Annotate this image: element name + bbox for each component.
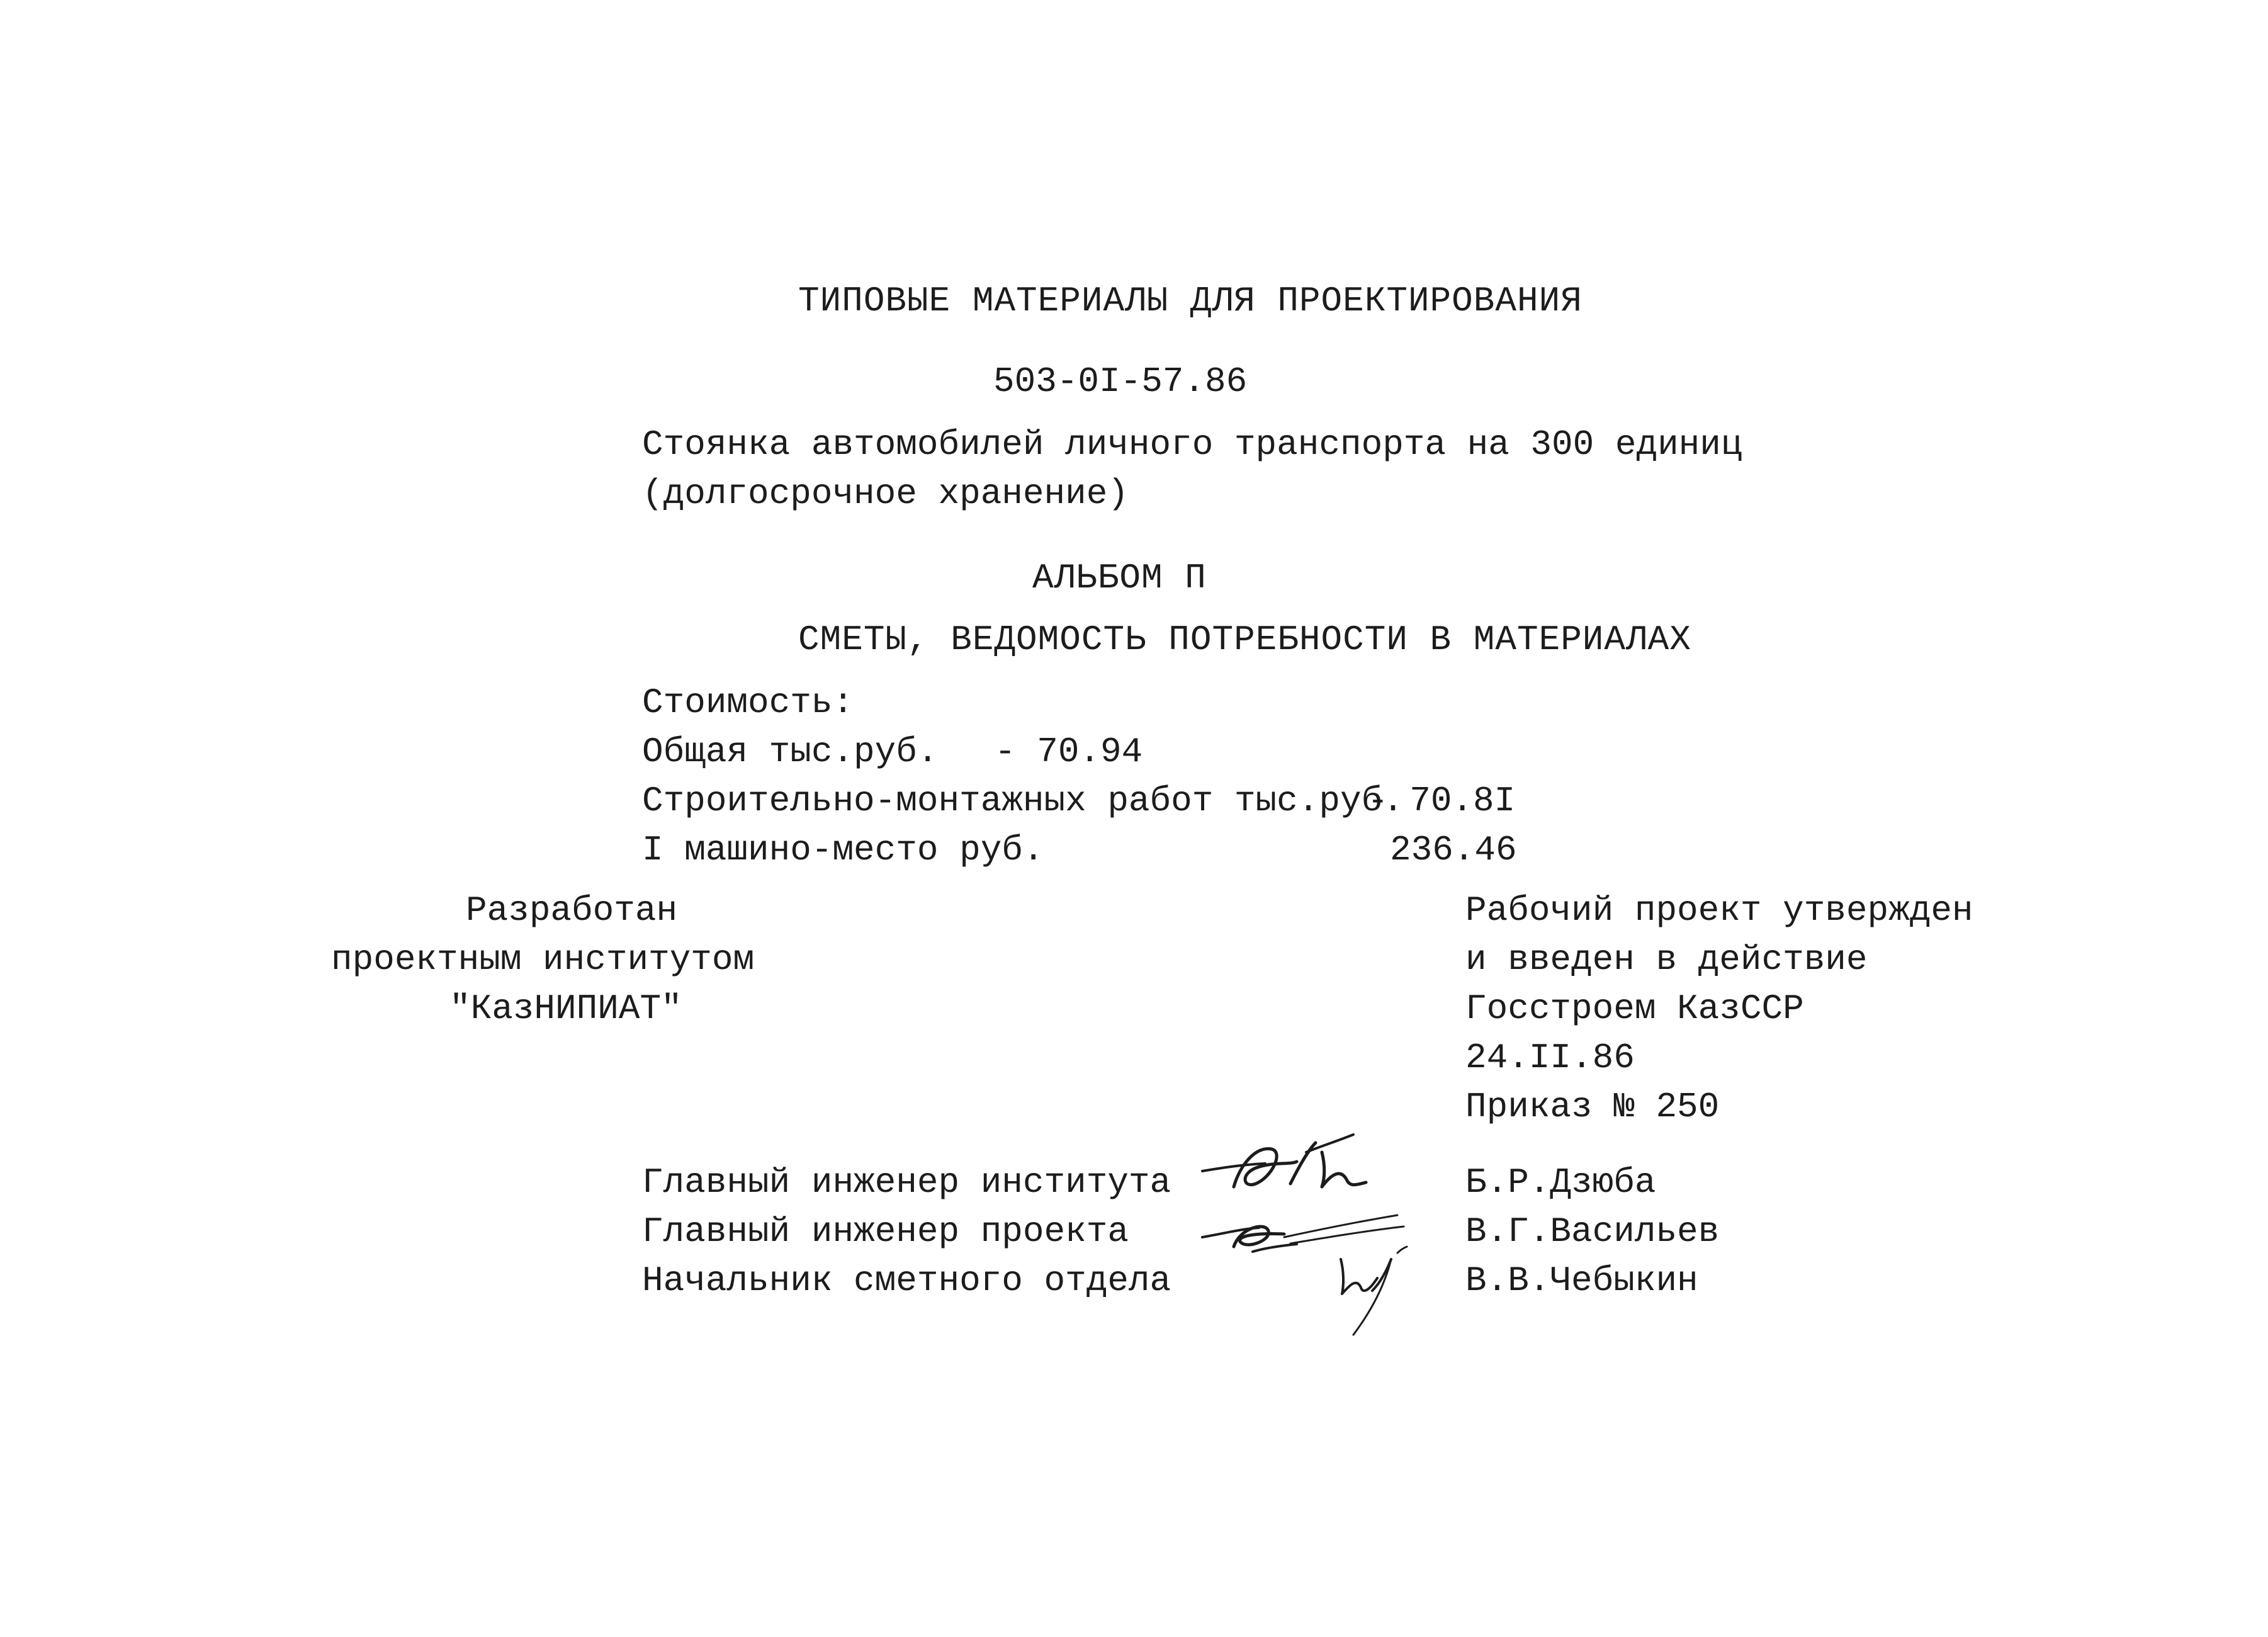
cost-per-place-value: 236.46 — [1390, 830, 1517, 870]
cost-per-place-label: I машино-место руб. — [642, 830, 1044, 870]
series-title: ТИПОВЫЕ МАТЕРИАЛЫ ДЛЯ ПРОЕКТИРОВАНИЯ — [798, 281, 1583, 321]
object-title-line1: Стоянка автомобилей личного транспорта на 300 единиц — [642, 424, 1742, 465]
cost-heading: Стоимость: — [642, 683, 854, 723]
signature-head-estimate-department — [1328, 1234, 1423, 1341]
signatory-name: В.Г.Васильев — [1465, 1211, 1720, 1252]
developer-line2: проектным институтом — [331, 939, 755, 980]
object-title-line2: (долгосрочное хранение) — [642, 473, 1129, 514]
cost-total-value: - 70.94 — [995, 732, 1143, 772]
cost-total-label: Общая тыс.руб. — [642, 732, 939, 772]
approval-date: 24.II.86 — [1465, 1038, 1635, 1078]
signature-chief-engineer-institute — [1196, 1127, 1410, 1209]
signatory-name: В.В.Чебыкин — [1465, 1260, 1698, 1301]
approval-order: Приказ № 250 — [1465, 1087, 1720, 1127]
developer-line3: "КазНИПИАТ" — [449, 988, 682, 1029]
cost-construction-label: Строительно-монтажных работ тыс.руб. — [642, 781, 1404, 821]
album-number: АЛЬБОМ П — [1032, 558, 1207, 598]
approval-line2: и введен в действие — [1465, 939, 1868, 980]
signatory-role: Начальник сметного отдела — [642, 1260, 1171, 1301]
approval-line1: Рабочий проект утвержден — [1465, 890, 1973, 931]
signatory-role: Главный инженер проекта — [642, 1211, 1129, 1252]
signatory-role: Главный инженер института — [642, 1162, 1171, 1203]
approval-line3: Госстроем КазССР — [1465, 988, 1804, 1029]
album-title: СМЕТЫ, ВЕДОМОСТЬ ПОТРЕБНОСТИ В МАТЕРИАЛАХ — [798, 620, 1691, 660]
project-code: 503-0I-57.86 — [993, 361, 1248, 402]
cost-construction-value: - 70.8I — [1367, 781, 1516, 821]
developer-line1: Разработан — [466, 890, 678, 931]
signatory-name: Б.Р.Дзюба — [1465, 1162, 1656, 1203]
